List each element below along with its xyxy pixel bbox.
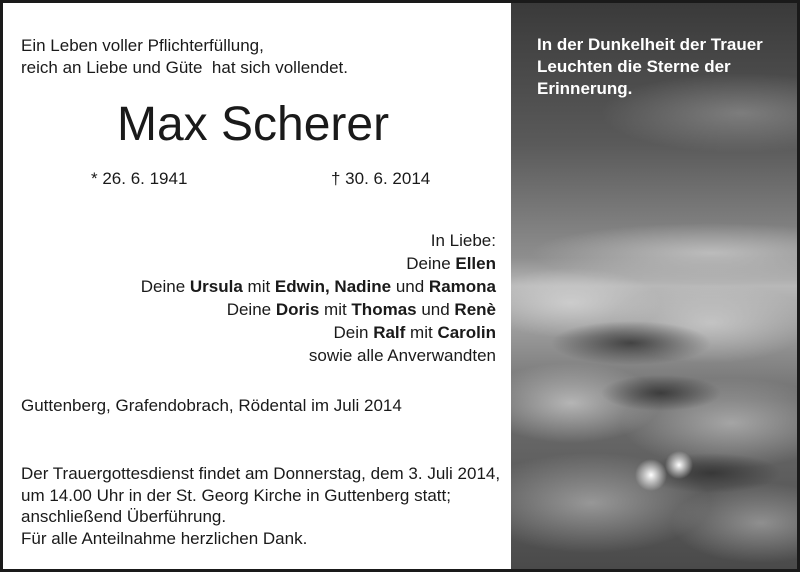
mourners-intro: In Liebe: xyxy=(430,231,496,250)
intro-text: Ein Leben voller Pflichterfüllung, reich an Liebe und Güte hat sich vollendet. xyxy=(21,36,348,77)
memorial-quote: In der Dunkelheit der Trauer Leuchten die Sterne der Erinnerung. xyxy=(537,35,763,98)
service-announcement: Der Trauergottesdienst findet am Donnerstag, dem 3. Juli 2014, um 14.00 Uhr in der St. Georg Kirche in Guttenberg statt; anschließend Überführung. Für alle Anteilnahme herzlichen Dank. xyxy=(21,464,501,548)
birth-date: * 26. 6. 1941 xyxy=(91,169,188,188)
mourner-line: Deine Ursula mit Edwin, Nadine und Ramona xyxy=(140,277,496,296)
mourner-line: Deine Doris mit Thomas und Renè xyxy=(226,300,496,319)
mourners-list xyxy=(141,229,496,367)
death-date: † 30. 6. 2014 xyxy=(331,169,431,188)
deceased-name: Max Scherer xyxy=(117,98,390,151)
mourner-line: Deine Ellen xyxy=(406,254,496,273)
mourner-line: Dein Ralf mit Carolin xyxy=(333,323,496,342)
mourners-relatives: sowie alle Anverwandten xyxy=(308,346,496,365)
obituary-text-panel xyxy=(3,3,511,569)
place-and-date: Guttenberg, Grafendobrach, Rödental im Juli 2014 xyxy=(21,396,402,415)
